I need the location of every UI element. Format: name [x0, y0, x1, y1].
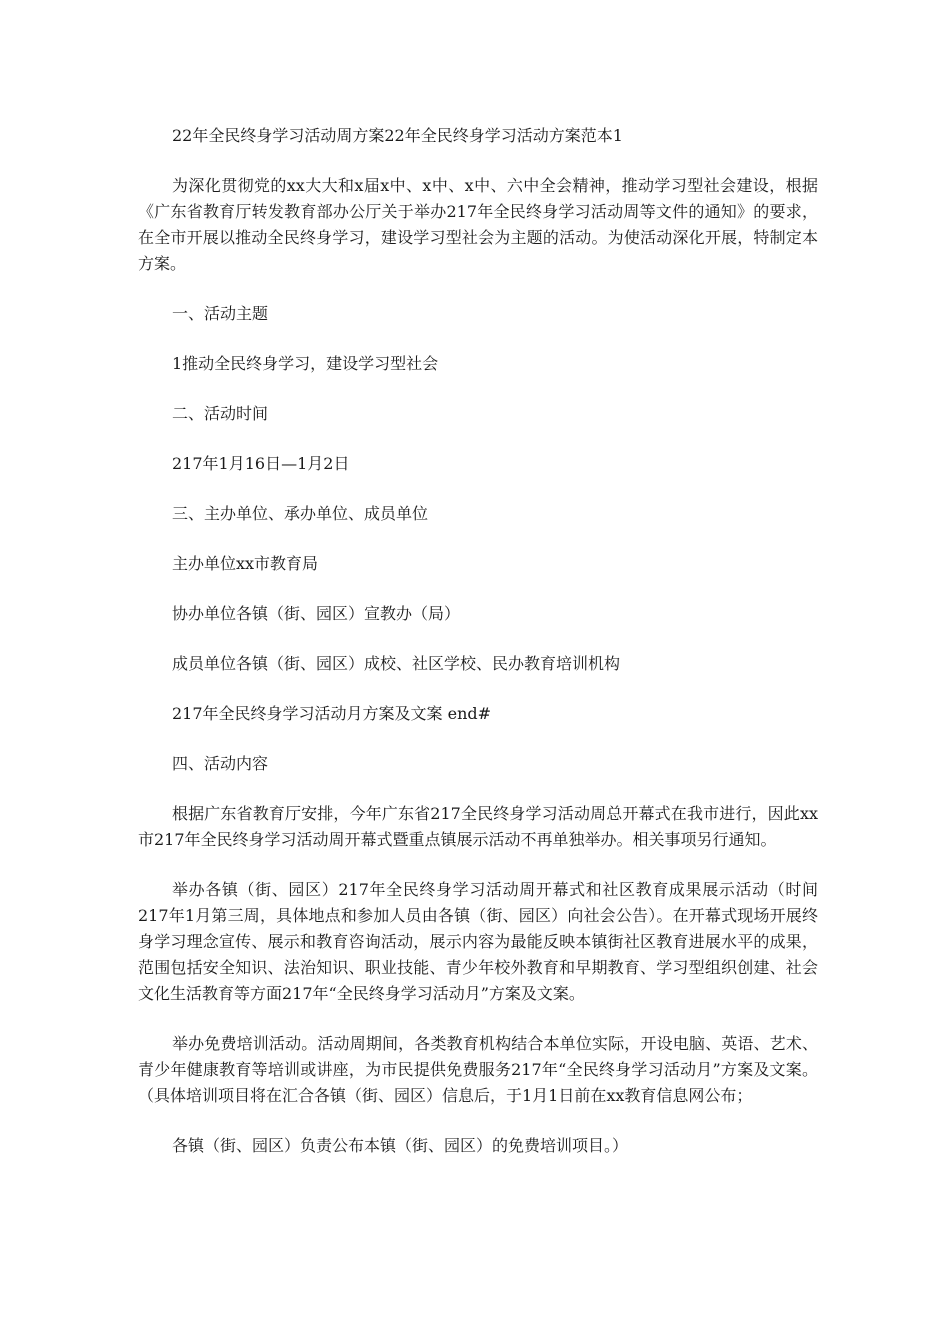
section-heading-content: 四、活动内容 [172, 754, 269, 773]
intro-paragraph: 为深化贯彻党的xx大大和x届x中、x中、x中、六中全会精神，推动学习型社会建设，根据《广东省教育厅转发教育部办公厅关于举办217年全民终身学习活动周等文件的通知》的要求，在全市开展以推动全民终身学习，建设学习型社会为主题的活动。为使活动深化开展，特制定本方案。 [138, 176, 818, 273]
document-body [138, 123, 818, 1159]
section-heading-theme: 一、活动主题 [172, 304, 269, 323]
member-unit-text: 成员单位各镇（街、园区）成校、社区学校、民办教育培训机构 [172, 654, 621, 673]
plan-reference-text: 217年全民终身学习活动月方案及文案 end# [172, 704, 492, 723]
host-unit-text: 主办单位xx市教育局 [172, 554, 319, 573]
co-host-unit-text: 协办单位各镇（街、园区）宣教办（局） [172, 604, 461, 623]
content-paragraph-2: 举办各镇（街、园区）217年全民终身学习活动周开幕式和社区教育成果展示活动（时间217年1月第三周，具体地点和参加人员由各镇（街、园区）向社会公告）。在开幕式现场开展终身学习理念宣传、展示和教育咨询活动，展示内容为最能反映本镇街社区教育进展水平的成果，范围包括安全知识、法治知识、职业技能、青少年校外教育和早期教育、学习型组织创建、社会文化生活教育等方面217年“全民终身学习活动月”方案及文案。 [138, 880, 818, 1003]
time-text: 217年1月16日—1月2日 [172, 454, 350, 473]
section-heading-units: 三、主办单位、承办单位、成员单位 [172, 504, 429, 523]
content-paragraph-4: 各镇（街、园区）负责公布本镇（街、园区）的免费培训项目。） [172, 1136, 629, 1155]
section-heading-time: 二、活动时间 [172, 404, 269, 423]
content-paragraph-1: 根据广东省教育厅安排，今年广东省217全民终身学习活动周总开幕式在我市进行，因此xx市217年全民终身学习活动周开幕式暨重点镇展示活动不再单独举办。相关事项另行通知。 [138, 804, 818, 849]
document-title: 22年全民终身学习活动周方案22年全民终身学习活动方案范本1 [172, 126, 623, 145]
content-paragraph-3: 举办免费培训活动。活动周期间，各类教育机构结合本单位实际，开设电脑、英语、艺术、青少年健康教育等培训或讲座，为市民提供免费服务217年“全民终身学习活动月”方案及文案。（具体培训项目将在汇合各镇（街、园区）信息后，于1月1日前在xx教育信息网公布； [138, 1034, 818, 1105]
theme-text: 1推动全民终身学习，建设学习型社会 [172, 354, 439, 373]
